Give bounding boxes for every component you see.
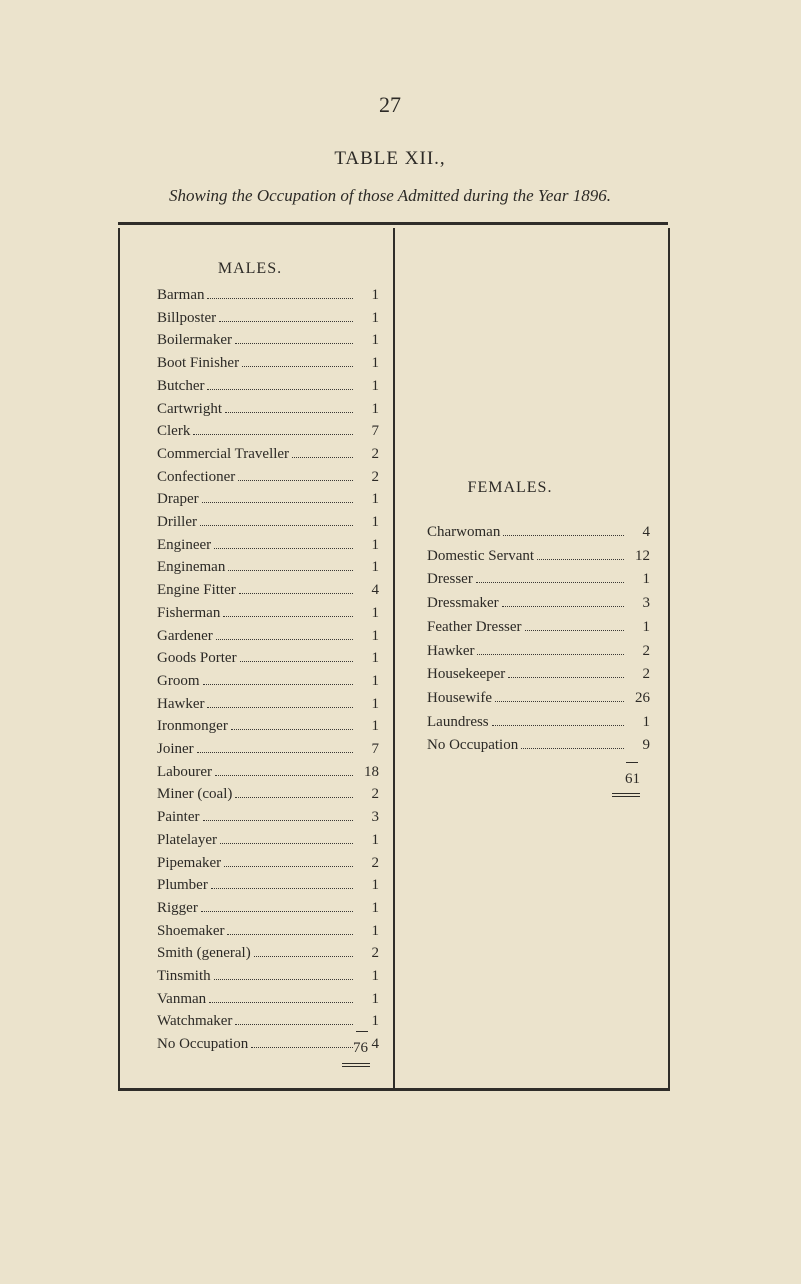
male-row	[157, 446, 379, 468]
dot-leader	[220, 843, 353, 844]
female-occupation-label: Dresser	[427, 571, 473, 588]
dot-leader	[211, 888, 353, 889]
male-occupation-count: 1	[371, 332, 379, 349]
males-total: 76	[353, 1040, 368, 1056]
female-occupation-label: Dressmaker	[427, 595, 499, 612]
male-occupation-label: Clerk	[157, 423, 191, 440]
male-occupation-label: Butcher	[157, 377, 205, 394]
male-occupation-label: Vanman	[157, 990, 207, 1007]
male-occupation-label: Shoemaker	[157, 922, 225, 939]
male-occupation-label: Draper	[157, 491, 199, 508]
dot-leader	[502, 606, 624, 607]
male-occupation-count: 1	[371, 672, 379, 689]
male-occupation-count: 1	[371, 877, 379, 894]
female-occupation-count: 12	[635, 547, 650, 564]
dot-leader	[525, 630, 624, 631]
male-occupation-label: Cartwright	[157, 400, 222, 417]
male-row	[157, 559, 379, 581]
male-occupation-label: Boilermaker	[157, 332, 232, 349]
dot-leader	[207, 707, 353, 708]
male-occupation-count: 2	[371, 445, 379, 462]
male-occupation-count: 7	[371, 741, 379, 757]
male-occupation-label: Smith (general)	[157, 945, 251, 962]
male-row	[157, 332, 379, 354]
dot-leader	[492, 725, 624, 726]
female-row	[427, 714, 650, 736]
female-occupation-label: Hawker	[427, 642, 475, 659]
dot-leader	[215, 775, 353, 776]
female-occupation-label: Housewife	[427, 689, 492, 706]
male-occupation-count: 1	[371, 559, 379, 576]
male-row	[157, 809, 379, 831]
male-row	[157, 673, 379, 695]
male-occupation-count: 1	[371, 287, 379, 303]
dot-leader	[225, 412, 353, 413]
male-occupation-label: Hawker	[157, 695, 205, 712]
females-total-double-rule	[612, 793, 640, 797]
male-occupation-count: 1	[371, 604, 379, 621]
female-row	[427, 690, 650, 712]
male-occupation-label: Driller	[157, 514, 197, 530]
male-occupation-count: 1	[371, 377, 379, 394]
male-row	[157, 628, 379, 650]
male-row	[157, 968, 379, 990]
male-occupation-count: 18	[364, 763, 379, 780]
male-occupation-label: Painter	[157, 809, 200, 826]
male-occupation-label: Ironmonger	[157, 718, 228, 735]
dot-leader	[503, 535, 624, 536]
female-occupation-label: No Occupation	[427, 737, 519, 754]
male-occupation-count: 1	[371, 309, 379, 326]
females-total-rule	[626, 762, 638, 763]
male-row	[157, 537, 379, 559]
dot-leader	[224, 866, 353, 867]
dot-leader	[223, 616, 353, 617]
dot-leader	[193, 434, 353, 435]
male-occupation-count: 1	[371, 899, 379, 916]
females-total: 61	[625, 771, 640, 787]
dot-leader	[197, 752, 353, 753]
male-occupation-label: Billposter	[157, 309, 217, 326]
male-occupation-label: Engineer	[157, 536, 212, 553]
male-row	[157, 991, 379, 1013]
male-occupation-count: 4	[371, 1036, 379, 1053]
male-occupation-label: Goods Porter	[157, 650, 237, 667]
page-number: 27	[379, 92, 401, 117]
dot-leader	[235, 1024, 353, 1025]
dot-leader	[477, 654, 624, 655]
female-row	[427, 524, 650, 546]
male-row	[157, 718, 379, 740]
male-occupation-count: 1	[371, 536, 379, 553]
dot-leader	[495, 701, 624, 702]
male-row	[157, 923, 379, 945]
male-occupation-count: 7	[371, 423, 379, 440]
dot-leader	[242, 366, 353, 367]
male-row	[157, 514, 379, 536]
male-row	[157, 945, 379, 967]
female-occupation-label: Feather Dresser	[427, 618, 522, 635]
male-occupation-label: Gardener	[157, 627, 213, 644]
males-total-double-rule	[342, 1063, 370, 1067]
dot-leader	[508, 677, 624, 678]
male-occupation-label: Engineman	[157, 559, 226, 576]
male-occupation-label: Miner (coal)	[157, 786, 233, 803]
male-row	[157, 832, 379, 854]
male-row	[157, 401, 379, 423]
male-occupation-count: 1	[371, 922, 379, 939]
male-row	[157, 469, 379, 491]
female-occupation-label: Laundress	[427, 713, 489, 730]
male-occupation-count: 4	[371, 582, 379, 599]
males-total-rule	[356, 1031, 368, 1032]
dot-leader	[203, 684, 354, 685]
male-occupation-count: 1	[371, 491, 379, 508]
dot-leader	[238, 480, 353, 481]
male-row	[157, 378, 379, 400]
male-occupation-label: Fisherman	[157, 604, 221, 621]
occupation-table	[118, 228, 670, 1091]
male-row	[157, 650, 379, 672]
male-occupation-label: Tinsmith	[157, 968, 211, 984]
male-row	[157, 310, 379, 332]
female-occupation-count: 1	[642, 618, 650, 635]
male-occupation-label: Rigger	[157, 899, 198, 916]
male-occupation-count: 1	[371, 695, 379, 712]
male-occupation-label: No Occupation	[157, 1036, 249, 1053]
male-occupation-count: 2	[371, 945, 379, 962]
dot-leader	[228, 570, 353, 571]
female-occupation-count: 4	[642, 524, 650, 540]
male-occupation-count: 3	[371, 809, 379, 826]
dot-leader	[203, 820, 354, 821]
male-occupation-label: Groom	[157, 672, 200, 689]
male-row	[157, 786, 379, 808]
female-occupation-label: Housekeeper	[427, 666, 506, 683]
female-occupation-label: Domestic Servant	[427, 547, 535, 564]
female-occupation-count: 1	[642, 713, 650, 730]
top-rule	[118, 222, 668, 225]
male-occupation-count: 1	[371, 831, 379, 848]
male-occupation-label: Platelayer	[157, 831, 217, 848]
dot-leader	[521, 748, 624, 749]
male-row	[157, 741, 379, 763]
dot-leader	[537, 559, 624, 560]
male-row	[157, 900, 379, 922]
male-occupation-label: Watchmaker	[157, 1013, 233, 1030]
female-row	[427, 548, 650, 570]
male-occupation-label: Pipemaker	[157, 854, 222, 871]
female-occupation-count: 2	[642, 642, 650, 659]
male-row	[157, 355, 379, 377]
dot-leader	[254, 956, 353, 957]
female-row	[427, 737, 650, 759]
dot-leader	[239, 593, 353, 594]
dot-leader	[207, 298, 353, 299]
male-row	[157, 1013, 379, 1035]
male-occupation-count: 1	[371, 650, 379, 667]
dot-leader	[201, 911, 353, 912]
male-occupation-count: 1	[371, 514, 379, 530]
male-occupation-count: 1	[371, 1013, 379, 1030]
male-row	[157, 877, 379, 899]
dot-leader	[240, 661, 353, 662]
dot-leader	[207, 389, 353, 390]
dot-leader	[214, 548, 353, 549]
dot-leader	[209, 1002, 353, 1003]
male-row	[157, 855, 379, 877]
male-occupation-count: 1	[371, 400, 379, 417]
dot-leader	[476, 582, 624, 583]
dot-leader	[227, 934, 353, 935]
male-row	[157, 696, 379, 718]
male-occupation-count: 1	[371, 627, 379, 644]
dot-leader	[200, 525, 353, 526]
male-row	[157, 764, 379, 786]
dot-leader	[219, 321, 353, 322]
dot-leader	[235, 797, 353, 798]
female-occupation-count: 2	[642, 666, 650, 683]
male-occupation-label: Labourer	[157, 763, 212, 780]
dot-leader	[231, 729, 353, 730]
male-occupation-label: Commercial Traveller	[157, 445, 290, 462]
male-occupation-label: Barman	[157, 287, 205, 303]
dot-leader	[214, 979, 353, 980]
male-row	[157, 287, 379, 309]
dot-leader	[216, 639, 353, 640]
male-occupation-count: 1	[371, 355, 379, 372]
male-row	[157, 582, 379, 604]
female-occupation-count: 26	[635, 689, 650, 706]
male-occupation-label: Plumber	[157, 877, 208, 894]
dot-leader	[202, 502, 353, 503]
male-occupation-label: Boot Finisher	[157, 355, 240, 372]
female-row	[427, 643, 650, 665]
male-occupation-count: 2	[371, 786, 379, 803]
column-divider	[393, 228, 395, 1088]
male-occupation-label: Confectioner	[157, 468, 236, 485]
female-occupation-count: 3	[642, 595, 650, 612]
male-occupation-count: 1	[371, 990, 379, 1007]
males-heading: MALES.	[217, 260, 283, 277]
female-row	[427, 666, 650, 688]
female-row	[427, 571, 650, 593]
female-occupation-count: 9	[642, 737, 650, 754]
male-occupation-count: 2	[371, 468, 379, 485]
male-occupation-count: 1	[371, 968, 379, 984]
male-occupation-label: Joiner	[157, 741, 194, 757]
female-row	[427, 595, 650, 617]
male-row	[157, 423, 379, 445]
female-occupation-label: Charwoman	[427, 524, 501, 540]
female-occupation-count: 1	[642, 571, 650, 588]
table-title: TABLE XII.,	[334, 148, 446, 169]
female-row	[427, 619, 650, 641]
females-heading: FEMALES.	[467, 479, 553, 496]
male-occupation-label: Engine Fitter	[157, 582, 236, 599]
dot-leader	[235, 343, 353, 344]
male-occupation-count: 2	[371, 854, 379, 871]
dot-leader	[292, 457, 353, 458]
male-occupation-count: 1	[371, 718, 379, 735]
male-row	[157, 491, 379, 513]
male-row	[157, 605, 379, 627]
table-subtitle: Showing the Occupation of those Admitted during the Year 1896.	[169, 186, 611, 205]
